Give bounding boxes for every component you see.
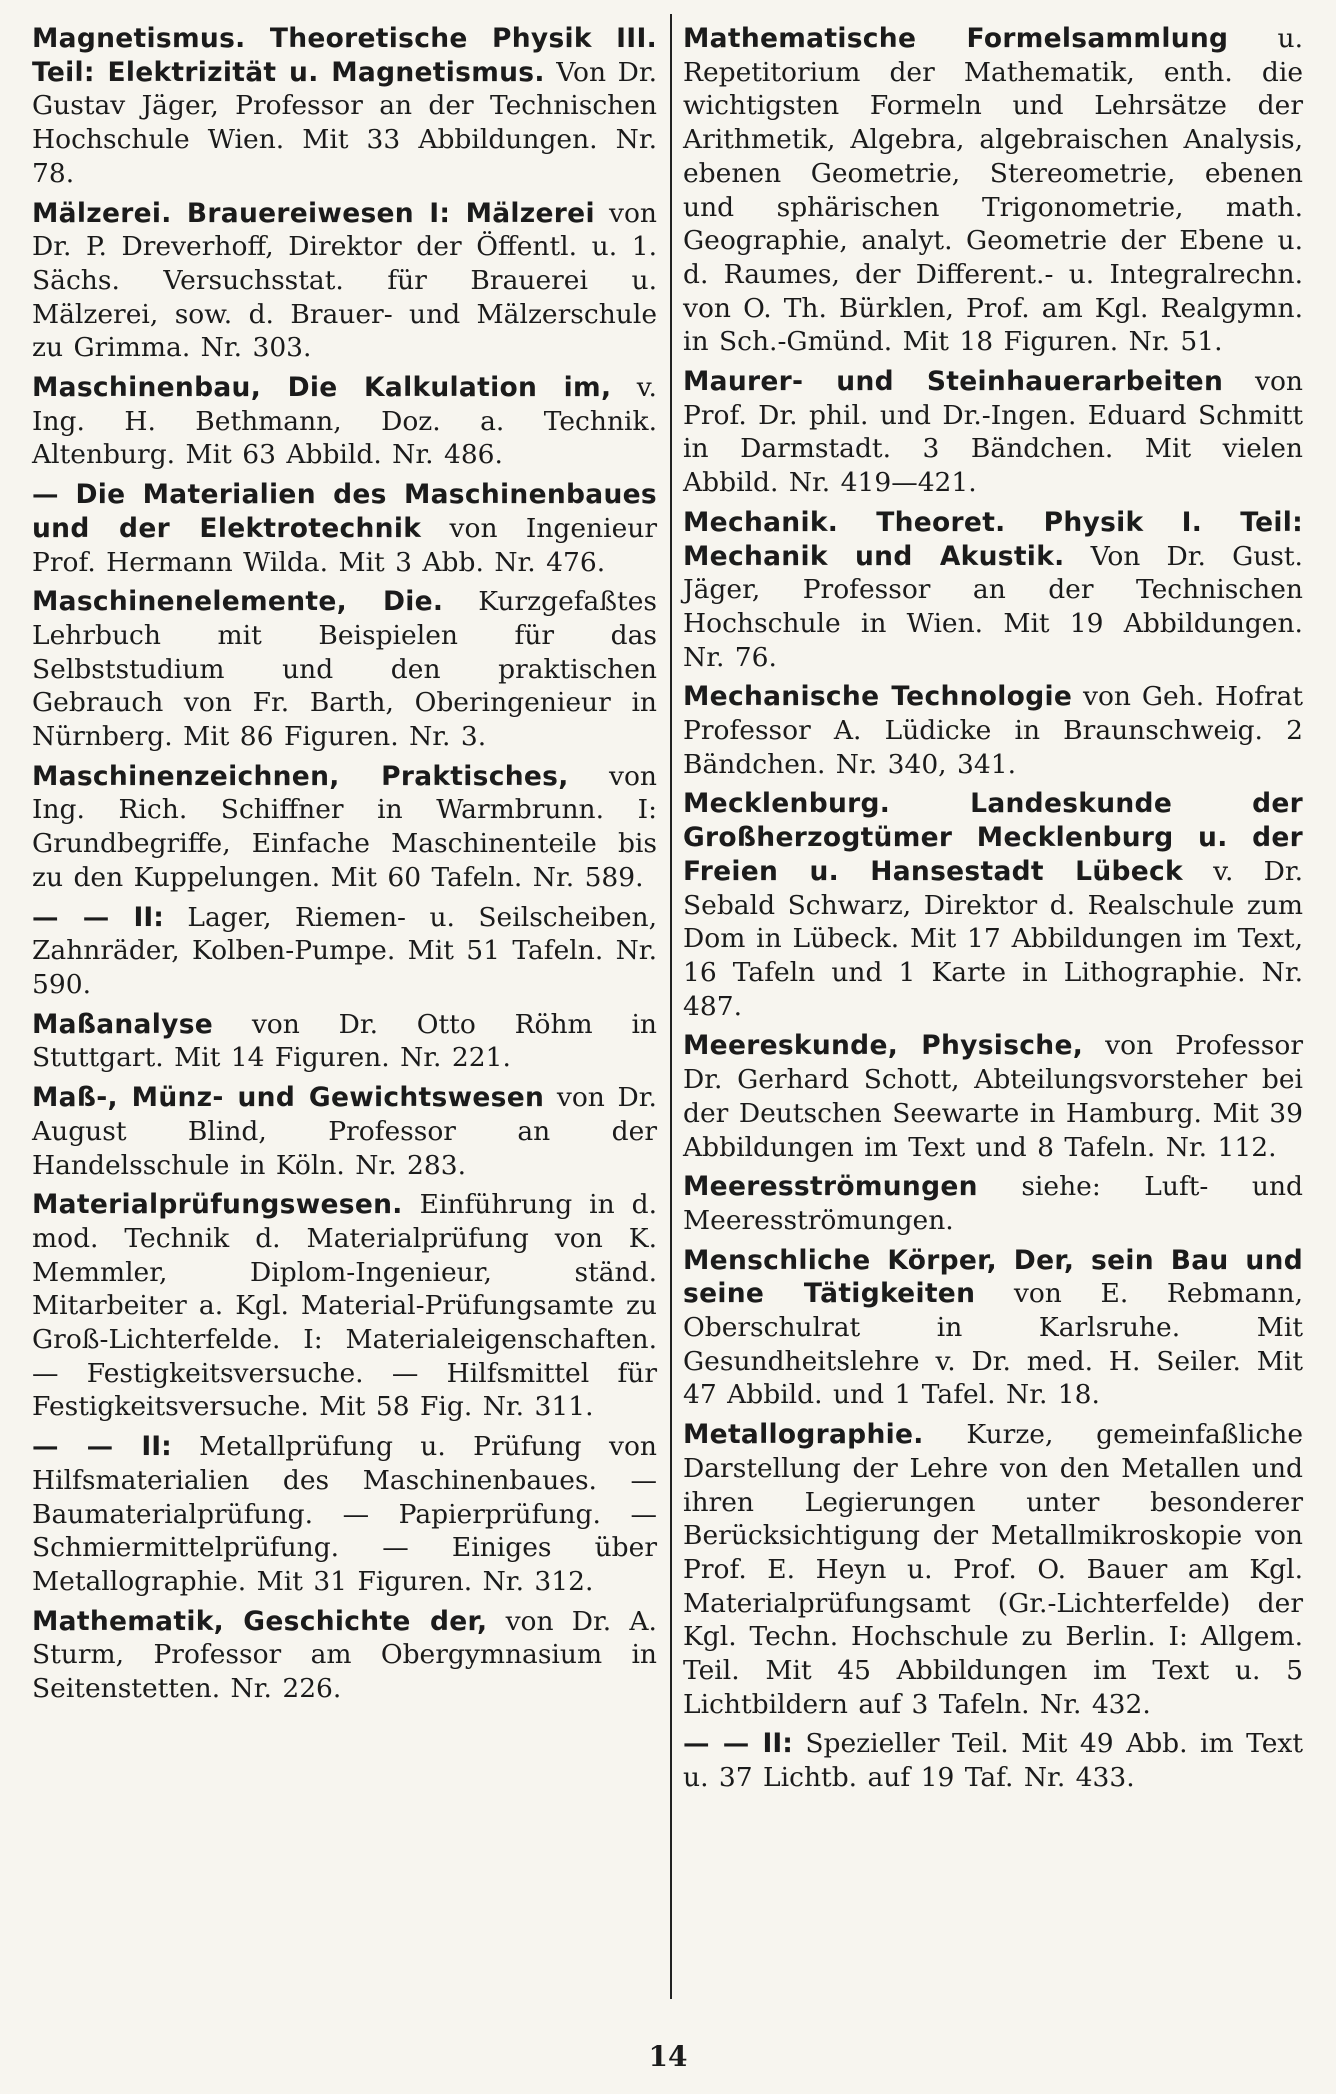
catalog-entry	[32, 1188, 657, 1424]
catalog-entry	[683, 1170, 1303, 1237]
entry-heading: II:	[762, 1728, 793, 1760]
entry-description: Kurzgefaßtes Lehrbuch mit Beispielen für das Selbststudium und den praktischen Gebrauch von Fr. Barth, Oberingenieur in Nürnberg. Mit 86 Figuren. Nr. 3.	[32, 586, 657, 753]
catalog-entry	[683, 680, 1303, 781]
entry-heading: Mechanik. Theoret. Physik I. Teil: Mechanik und Akustik.	[683, 506, 1303, 572]
entry-description: von Geh. Hofrat Professor A. Lüdicke in Braunschweig. 2 Bändchen. Nr. 340, 341.	[683, 681, 1304, 780]
entry-heading: Maschinenzeichnen, Praktisches,	[32, 760, 569, 792]
catalog-entry	[32, 760, 657, 895]
entry-description: v. Dr. Sebald Schwarz, Direktor d. Realschule zum Dom in Lübeck. Mit 17 Abbildungen im Text, 16 Tafeln und 1 Karte in Lithographie. Nr. 487.	[683, 855, 1303, 1022]
entry-description: Lager, Riemen- u. Seilscheiben, Zahnräder, Kolben-Pumpe. Mit 51 Tafeln. Nr. 590.	[32, 901, 657, 1000]
entry-description: von Professor Dr. Gerhard Schott, Abteilungsvorsteher bei der Deutschen Seewarte in Hamburg. Mit 39 Abbildungen im Text und 8 Tafeln. Nr. 112.	[683, 1030, 1303, 1163]
catalog-entry	[683, 506, 1303, 675]
entry-description: von Dr. Otto Röhm in Stuttgart. Mit 14 Figuren. Nr. 221.	[32, 1008, 657, 1074]
entry-heading: Maß-, Münz- und Gewichtswesen	[32, 1082, 545, 1114]
entry-description: Metallprüfung u. Prüfung von Hilfsmaterialien des Maschinenbaues. — Baumaterialprüfung. — Papierprüfung. — Schmiermittelprüfung. — Einiges über Metallographie. Mit 31 Figuren. Nr. 312.	[32, 1431, 657, 1597]
entry-description: v. Ing. H. Bethmann, Doz. a. Technik. Altenburg. Mit 63 Abbild. Nr. 486.	[32, 372, 657, 471]
entry-heading: Maßanalyse	[32, 1008, 214, 1040]
catalog-entry	[32, 1081, 657, 1182]
catalog-entry	[32, 1605, 657, 1706]
catalog-entry	[683, 1029, 1303, 1164]
entry-heading: Meeresströmungen	[683, 1171, 978, 1203]
catalog-entry	[32, 1008, 657, 1075]
catalog-entry	[683, 1418, 1303, 1721]
entry-heading: Mecklenburg. Landeskunde der Großherzogtümer Mecklenburg u. der Freien u. Hansestadt Lübeck	[683, 788, 1303, 887]
entry-heading: Mathematische Formelsammlung	[683, 23, 1229, 54]
catalog-entry	[32, 478, 657, 579]
catalog-entry	[683, 787, 1303, 1023]
entry-description: Von Dr. Gust. Jäger, Professor an der Technischen Hochschule in Wien. Mit 19 Abbildungen. Nr. 76.	[683, 540, 1303, 673]
right-column	[683, 22, 1303, 1801]
entry-description: Einführung in d. mod. Technik d. Materialprüfung von K. Memmler, Diplom-Ingenieur, ständ. Mitarbeiter a. Kgl. Material-Prüfungsamte zu Groß-Lichterfelde. I: Materialeigenschaften. — Festigkeitsversuche. — Hilfsmittel für Festigkeitsversuche. Mit 58 Fig. Nr. 311.	[32, 1189, 657, 1423]
entry-description: von Ingenieur Prof. Hermann Wilda. Mit 3 Abb. Nr. 476.	[32, 512, 658, 578]
left-column	[32, 22, 657, 1712]
entry-heading: Mathematik, Geschichte der,	[32, 1605, 488, 1637]
entry-description: von Prof. Dr. phil. und Dr.-Ingen. Eduard Schmitt in Darmstadt. 3 Bändchen. Mit vielen Abbild. Nr. 419—421.	[683, 366, 1303, 499]
entry-heading: Magnetismus. Theoretische Physik III. Teil: Elektrizität u. Magnetismus.	[32, 23, 657, 88]
page-number: 14	[648, 2040, 688, 2073]
continuation-dash: — —	[32, 901, 134, 933]
entry-description: siehe: Luft- und Meeresströmungen.	[683, 1171, 1303, 1236]
catalog-entry	[32, 371, 657, 472]
entry-description: von Dr. August Blind, Professor an der Handelsschule in Köln. Nr. 283.	[32, 1082, 657, 1181]
catalog-entry	[32, 901, 657, 1002]
catalog-entry	[683, 1727, 1303, 1794]
catalog-entry	[32, 1430, 657, 1599]
entry-heading: Maurer- und Steinhauerarbeiten	[683, 366, 1224, 398]
entry-description: Von Dr. Gustav Jäger, Professor an der Technischen Hochschule Wien. Mit 33 Abbildungen. Nr. 78.	[32, 56, 657, 189]
catalog-entry	[683, 1244, 1303, 1413]
entry-heading: Meereskunde, Physische,	[683, 1030, 1084, 1062]
entry-heading: II:	[133, 901, 164, 933]
continuation-dash: — —	[683, 1728, 763, 1760]
entry-heading: Mälzerei. Brauereiwesen I: Mälzerei	[32, 197, 595, 229]
entry-heading: Metallographie.	[683, 1419, 924, 1451]
catalog-entry	[683, 365, 1303, 500]
catalog-entry	[32, 197, 657, 366]
entry-description: von E. Rebmann, Oberschulrat in Karlsruhe. Mit Gesundheitslehre v. Dr. med. H. Seiler. Mit 47 Abbild. und 1 Tafel. Nr. 18.	[683, 1278, 1303, 1411]
entry-heading: Mechanische Technologie	[683, 681, 1073, 713]
entry-description: Kurze, gemeinfaßliche Darstellung der Lehre von den Metallen und ihren Legierungen unter besonderer Berücksichtigung der Metallmikroskopie von Prof. E. Heyn u. Prof. O. Bauer am Kgl. Materialprüfungsamt (Gr.-Lichterfelde) der Kgl. Techn. Hochschule zu Berlin. I: Allgem. Teil. Mit 45 Abbildungen im Text u. 5 Lichtbildern auf 3 Tafeln. Nr. 432.	[683, 1419, 1303, 1720]
entry-heading: Maschinenbau, Die Kalkulation im,	[32, 372, 612, 404]
catalog-entry	[683, 22, 1303, 359]
entry-description: u. Repetitorium der Mathematik, enth. die wichtigsten Formeln und Lehrsätze der Arithmetik, Algebra, algebraischen Analysis, ebenen Geometrie, Stereometrie, ebenen und sphärischen Trigonometrie, math. Geographie, analyt. Geometrie der Ebene u. d. Raumes, der Different.- u. Integralrechn. von O. Th. Bürklen, Prof. am Kgl. Realgymn. in Sch.-Gmünd. Mit 18 Figuren. Nr. 51.	[683, 23, 1304, 358]
entry-heading: II:	[141, 1431, 172, 1463]
catalog-entry	[32, 22, 657, 191]
continuation-dash: — —	[32, 1431, 142, 1463]
entry-heading: Die Materialien des Maschinenbaues und der Elektrotechnik	[32, 479, 657, 544]
entry-description: von Dr. A. Sturm, Professor am Obergymnasium in Seitenstetten. Nr. 226.	[32, 1605, 657, 1705]
entry-description: Spezieller Teil. Mit 49 Abb. im Text u. 37 Lichtb. auf 19 Taf. Nr. 433.	[683, 1728, 1304, 1794]
entry-heading: Materialprüfungswesen.	[32, 1189, 403, 1221]
column-divider	[670, 14, 672, 1999]
continuation-dash: —	[32, 479, 76, 511]
entry-heading: Menschliche Körper, Der, sein Bau und seine Tätigkeiten	[683, 1244, 1303, 1310]
entry-heading: Maschinenelemente, Die.	[32, 586, 444, 618]
catalog-entry	[32, 585, 657, 754]
entry-description: von Ing. Rich. Schiffner in Warmbrunn. I: Grundbegriffe, Einfache Maschinenteile bis zu den Kuppelungen. Mit 60 Tafeln. Nr. 589.	[32, 760, 657, 893]
entry-description: von Dr. P. Dreverhoff, Direktor der Öffentl. u. 1. Sächs. Versuchsstat. für Brauerei u. Mälzerei, sow. d. Brauer- und Mälzerschule zu Grimma. Nr. 303.	[32, 197, 657, 364]
